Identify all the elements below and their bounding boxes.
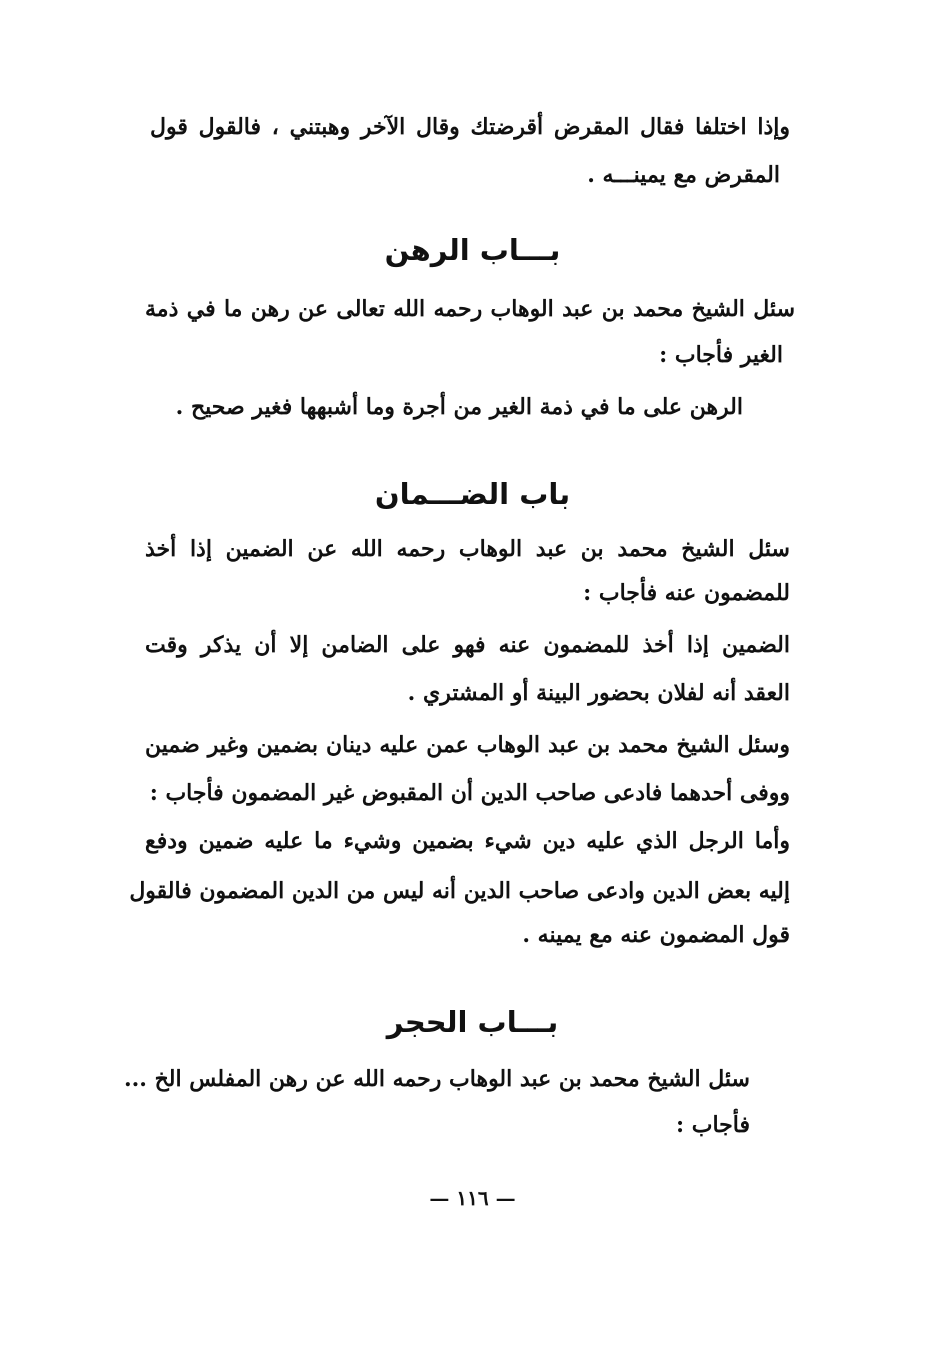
paragraph-line: إليه بعض الدين وادعى صاحب الدين أنه ليس من الدين المضمون فالقول: [129, 878, 790, 904]
paragraph-line: المقرض مع يمينـــه .: [587, 162, 780, 188]
page-number: — ١١٦ —: [429, 1186, 516, 1210]
paragraph-line: وإذا اختلفا فقال المقرض أقرضتك وقال الآخر وهبتني ، فالقول قول: [150, 114, 790, 140]
paragraph-line: الضمين إذا أخذ للمضمون عنه فهو على الضامن إلا أن يذكر وقت: [145, 632, 790, 658]
paragraph-line: للمضمون عنه فأجاب :: [583, 580, 790, 606]
paragraph-line: ووفى أحدهما فادعى صاحب الدين أن المقبوض غير المضمون فأجاب :: [149, 780, 790, 806]
paragraph-line: العقد أنه لفلان بحضور البينة أو المشتري .: [407, 680, 790, 706]
section-heading-rahn: بـــاب الرهن: [384, 233, 561, 267]
paragraph-line: سئل الشيخ محمد بن عبد الوهاب رحمه الله عن الضمين إذا أخذ: [145, 536, 790, 562]
paragraph-line: الرهن على ما في ذمة الغير من أجرة وما أشبهها فغير صحيح .: [175, 394, 743, 420]
paragraph-line: سئل الشيخ محمد بن عبد الوهاب رحمه الله تعالى عن رهن ما في ذمة: [145, 296, 795, 322]
paragraph-line: فأجاب :: [675, 1112, 750, 1138]
paragraph-line: سئل الشيخ محمد بن عبد الوهاب رحمه الله عن رهن المفلس الخ ...: [123, 1066, 750, 1092]
paragraph-line: وأما الرجل الذي عليه دين شيء بضمين وشيء ما عليه ضمين ودفع: [145, 828, 790, 854]
section-heading-hajr: بـــاب الحجر: [386, 1005, 559, 1039]
paragraph-line: الغير فأجاب :: [659, 342, 783, 368]
paragraph-line: قول المضمون عنه مع يمينه .: [522, 922, 790, 948]
section-heading-daman: باب الضـــمان: [374, 477, 571, 511]
paragraph-line: وسئل الشيخ محمد بن عبد الوهاب عمن عليه دينان بضمين وغير ضمين: [145, 732, 790, 758]
